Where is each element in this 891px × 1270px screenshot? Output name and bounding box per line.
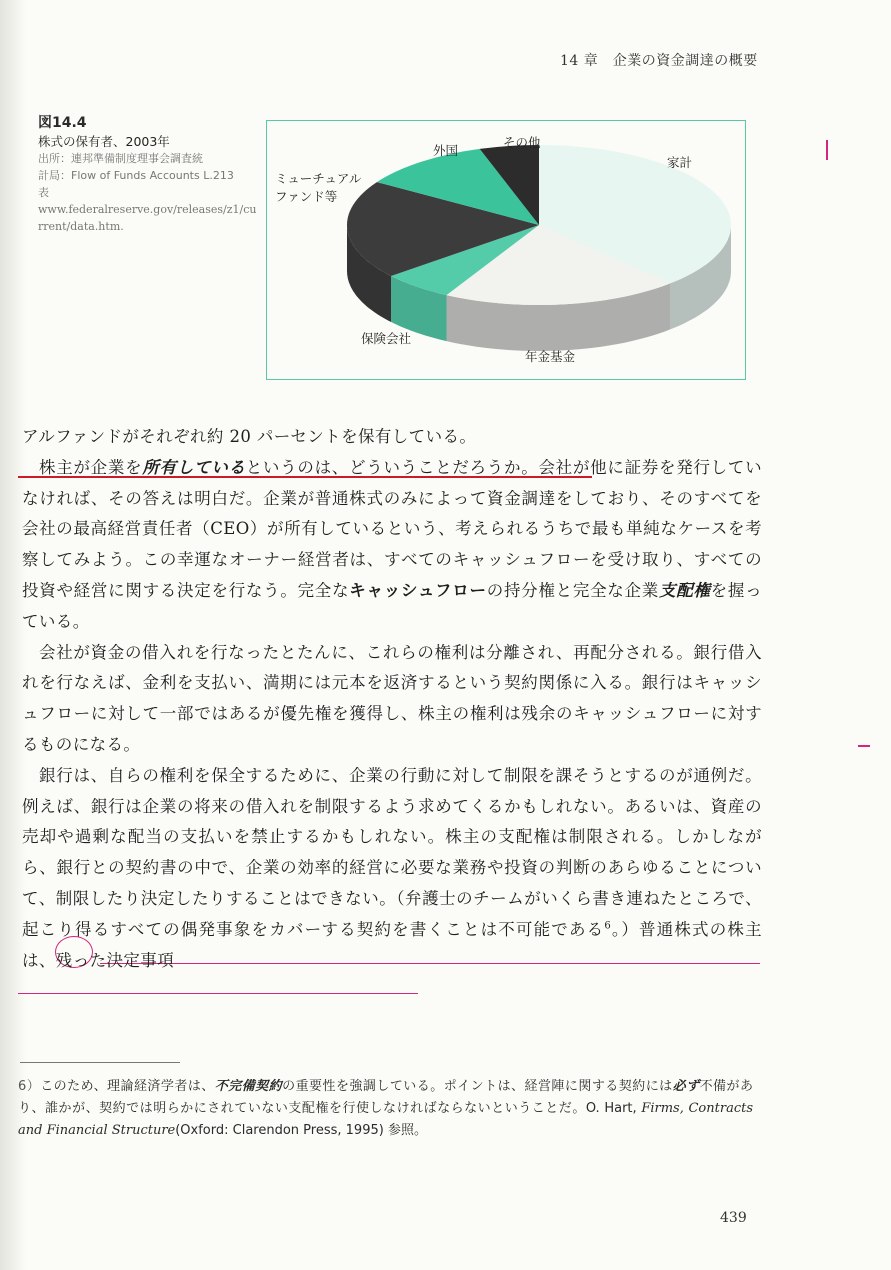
margin-pen-mark [826,140,828,160]
slice-label-insurance: 保険会社 [361,331,412,346]
footnote-number: 6） [18,1079,41,1094]
pink-pen-underline [18,993,418,994]
figure-caption [38,112,260,235]
footnote-divider [20,1062,180,1063]
slice-label-mutual-funds-2: ファンド等 [275,189,338,204]
pie-chart [267,121,745,379]
pie-chart-frame [266,120,746,380]
figure-source-line: 計局：Flow of Funds Accounts L.213 [38,169,234,182]
figure-label: 図14.4 [38,115,87,131]
figure-source-line: 表 [38,186,49,199]
emphasis-text: 必ず [672,1079,700,1094]
body-paragraph: 銀行は、自らの権利を保全するために、企業の行動に対して制限を課そうとするのが通例だ。例えば、銀行は企業の将来の借入れを制限するよう求めてくるかもしれない。あるいは、資産の売却や過剰な配当の支払いを禁止するかもしれない。株主の支配権は制限される。しかしながら、銀行との契約書の中で、企業の効率的経営に必要な業務や投資の判断のあらゆることについて、制限したり決定したりすることはできない。（弁護士のチームがいくら書き連ねたところで、起こり得るすべての偶発事象をカバーする契約を書くことは不可能である$^6$。）普通株式の株主は、残った決定事項 [22,765,762,970]
slice-label-mutual-funds: ミューチュアル [275,171,362,186]
footnote: 6）このため、理論経済学者は、不完備契約の重要性を強調している。ポイントは、経営陣に関する契約には必ず不備があり、誰かが、契約では明らかにされていない支配権を行使しなければならないということだ。O. Hart, Firms, Contracts and Financial Structure(Oxford: Clarendon Press, 1995) 参照。 [18,1079,753,1138]
body-paragraph: 会社が資金の借入れを行なったとたんに、これらの権利は分離され、再配分される。銀行借入れを行なえば、金利を支払い、満期には元本を返済するという契約関係に入る。銀行はキャッシュフローに対して一部ではあるが優先権を獲得し、株主の権利は残余のキャッシュフローに対するものになる。 [22,642,762,754]
book-title: Firms, Contracts and Financial Structure [18,1101,753,1138]
margin-pen-mark [858,745,870,747]
emphasis-text: 所有している [142,457,246,477]
figure-title: 株式の保有者、2003年 [38,134,170,149]
footnote-reference: 6 [604,920,612,932]
body-paragraph: 株主が企業を所有しているというのは、どういうことだろうか。会社が他に証券を発行していなければ、その答えは明白だ。企業が普通株式のみによって資金調達をしており、そのすべてを会社の最高経営責任者（CEO）が所有しているという、考えられるうちで最も単純なケースを考察してみよう。この幸運なオーナー経営者は、すべてのキャッシュフローを受け取り、すべての投資や経営に関する決定を行なう。完全なキャッシュフローの持分権と完全な企業支配権を握っている。 [22,457,763,631]
figure-source-url: www.federalreserve.gov/releases/z1/current/data.htm. [38,203,257,233]
slice-label-other: その他 [503,135,541,150]
slice-label-pension: 年金基金 [525,349,576,364]
running-header: 14 章 企業の資金調達の概要 [560,53,758,69]
body-paragraph: アルファンドがそれぞれ約 20 パーセントを保有している。 [22,427,477,446]
slice-label-household: 家計 [667,155,693,170]
page-number: 439 [720,1210,747,1226]
figure-source-line: 出所：連邦準備制度理事会調査統 [38,152,203,165]
bold-term: キャッシュフロー [349,580,487,600]
emphasis-text: 支配権 [658,580,711,600]
body-text [22,422,762,976]
emphasis-text: 不完備契約 [214,1079,283,1094]
slice-label-foreign: 外国 [433,143,459,158]
